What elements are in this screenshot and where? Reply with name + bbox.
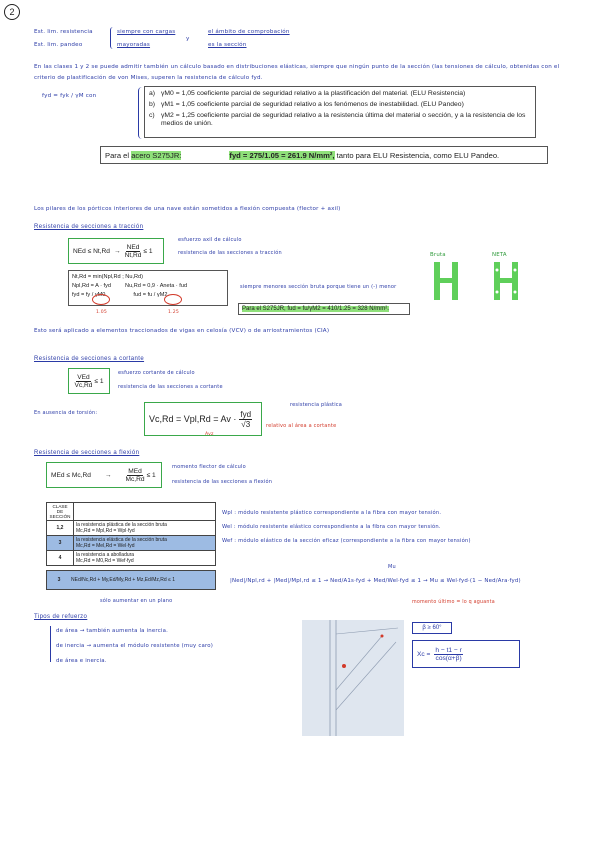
intro-mid-2: mayoradas (117, 42, 151, 48)
intro-left-1: Est. lim. resistencia (34, 29, 93, 35)
traccion-inequality: NEd ≤ Nt,Rd (73, 247, 110, 255)
page-number-circle (4, 4, 20, 20)
cortante-ann-area: relativo al área a cortante (266, 423, 337, 429)
cortante-note-torsion: En ausencia de torsión: (34, 410, 98, 416)
traccion-rhs: ≤ 1 (143, 247, 153, 255)
section-title-traccion: Resistencia de secciones a tracción (34, 224, 144, 230)
cortante-ann-esfuerzo: esfuerzo cortante de cálculo (118, 370, 195, 376)
cortante-ann-resist: resistencia de las secciones a cortante (118, 384, 223, 390)
table-row (47, 503, 216, 521)
flexion-chain: |Ned|/Npl,rd + |Med|/Mpl,rd ≤ 1 → Ned/A1s·fyd + Med/Wel·fyd ≤ 1 → Mu ≤ Wel·fyd·(1 − Ned/Ara·fyd) (230, 578, 521, 584)
value-105: 1.05 (96, 310, 108, 315)
neta-label: NETA (492, 252, 507, 258)
traccion-check-box: NEd ≤ Nt,Rd → $\frac{\text{NEd}}{Nt,Rd}$ ≤ 1 (68, 238, 164, 264)
steel-formula: fyd = 275/1.05 = 261.9 N/mm², (229, 150, 335, 160)
steel-suffix: tanto para ELU Resistencia, como ELU Pandeo. (336, 150, 500, 160)
gamma-item-a: a) γM0 = 1,05 coeficiente parcial de seguridad relativo a la plastificación del material. (ELU Resistencia) (149, 90, 466, 97)
traccion-fyd-def: fyd = fy / γM0 (72, 292, 106, 298)
cortante-ann-plastica: resistencia plástica (290, 402, 343, 408)
intro-brace (110, 27, 115, 49)
cortante-formula: Vc,Rd = Vpl,Rd = Av · (149, 414, 237, 424)
steel-grade: acero S275JR: (131, 150, 182, 160)
value-125: 1.25 (168, 310, 180, 315)
flexion-ann-resist: resistencia de las secciones a flexión (172, 479, 273, 485)
cortante-formula-fraction: $\frac{\text{fyd}}{√3}$ (240, 409, 252, 429)
bruta-label: Bruta (430, 252, 446, 258)
mu-label: Mu (388, 564, 396, 570)
table-row: 3 la resistencia elástica de la sección bruta Mc,Rd = Mel,Rd = Wel·fyd (47, 536, 216, 551)
xc-fraction: $\frac{h - t1 - r}{\cos(\alpha+\beta)}$ (435, 646, 462, 662)
flexion-rhs: ≤ 1 (146, 471, 156, 479)
section-title-refuerzo: Tipos de refuerzo (34, 614, 88, 620)
flexion-check-box: MEd ≤ Mc,Rd → $\frac{\text{MEd}}{Mc,Rd}$ ≤ 1 (46, 462, 162, 488)
flexion-fraction: $\frac{\text{MEd}}{Mc,Rd}$ (125, 467, 145, 483)
gamma-item-b: b) γM1 = 1,05 coeficiente parcial de seguridad relativo a los fenómenos de inestabilidad. (ELU Pandeo) (149, 101, 464, 108)
intro-left-2: Est. lim. pandeo (34, 42, 83, 48)
traccion-nu: Nu,Rd = 0,9 · Aneta · fud (125, 283, 188, 289)
gamma-m2-circle (164, 294, 182, 305)
page-number: 2 (9, 7, 15, 17)
traccion-ann-bruta: siempre menores sección bruta porque tiene un (-) menor (240, 284, 397, 290)
momento-ultimo-note: momento último = lo q aguanta (412, 600, 495, 605)
class3-interaction-box: 3 NEd/Nc,Rd + My,Ed/My,Rd + Mz,Ed/Mz,Rd ≤ 1 (46, 570, 216, 590)
avz-label: Avz (205, 432, 214, 437)
traccion-fraction: $\frac{\text{NEd}}{Nt,Rd}$ (124, 243, 142, 259)
intro-right-1: el ámbito de comprobación (208, 29, 290, 35)
steel-s275-box (100, 146, 548, 164)
s275-fud-box: Para el S275JR, fud = fu/γM2 = 410/1.25 = 328 N/mm². (238, 303, 410, 315)
table-header: CLASE DE SECCIÓN (47, 503, 74, 521)
wel-definition: Wel : módulo resistente elástico correspondiente a la fibra con mayor tensión. (222, 524, 441, 530)
gamma-definitions-box (144, 86, 536, 138)
wpl-definition: Wpl : módulo resistente plástico correspondiente a la fibra con mayor tensión. (222, 510, 442, 516)
cortante-rhs: ≤ 1 (94, 377, 104, 385)
intro-and: y (186, 36, 190, 42)
steel-prefix: Para el (105, 150, 130, 160)
reinforcement-diagram (302, 620, 404, 736)
fyd-label: fyd = fyk / γM con (42, 93, 97, 99)
note-pilares: Los pilares de los pórticos interiores de una nave están sometidos a flexión compuesta (flector + axil) (34, 206, 341, 212)
refuerzo-item-area-inercia: de área e inercia. (56, 658, 107, 664)
beta-box (412, 622, 452, 634)
traccion-min: Nt,Rd = min(Npl,Rd ; Nu,Rd) (72, 274, 144, 280)
section-class-table (46, 502, 216, 566)
xc-label: Xc = (417, 650, 431, 658)
intro-mid-1: siempre con cargas (117, 29, 176, 35)
h-sections-icon (424, 262, 534, 304)
traccion-fud-def: fud = fu / γM2 (133, 292, 168, 298)
class3-formula: NEd/Nc,Rd + My,Ed/My,Rd + Mz,Ed/Mz,Rd ≤ 1 (71, 577, 175, 583)
traccion-ann-resist: resistencia de las secciones a tracción (178, 250, 282, 256)
cortante-check-box (68, 368, 110, 394)
gamma-m0-circle (92, 294, 110, 305)
note-von-mises: En las clases 1 y 2 se puede admitir también un cálculo basado en distribuciones elásticas, siempre que ningún punto de la sección (las tensiones de cálculo, obtenidas con el criterio de plastificación de von Mises, superen la resistencia de cálculo fyd. (34, 64, 560, 81)
traccion-npl: Npl,Rd = A · fyd (72, 283, 112, 289)
cortante-formula-box (144, 402, 262, 436)
refuerzo-item-area: de área → también aumenta la inercia. (56, 628, 169, 634)
flexion-ann-momento: momento flector de cálculo (172, 464, 246, 470)
section-title-cortante: Resistencia de secciones a cortante (34, 356, 145, 362)
flexion-ann-plano: sólo aumentar en un plano (100, 598, 173, 604)
traccion-ann-axil: esfuerzo axil de cálculo (178, 237, 242, 243)
refuerzo-item-inercia: de inercia → aumenta el módulo resistente (muy caro) (56, 643, 214, 649)
cortante-fraction: $\frac{\text{VEd}}{Vc,Rd}$ (74, 373, 93, 389)
section-title-flexion: Resistencia de secciones a flexión (34, 450, 140, 456)
traccion-note: Esto será aplicado a elementos traccionados de vigas en celosía (VCV) o de arriostramientos (CIA) (34, 328, 330, 334)
intro-right-2: es la sección (208, 42, 247, 48)
gamma-item-c: c) γM2 = 1,25 coeficiente parcial de seguridad relativo a la resistencia última del material o sección, y a la resistencia de los medios de unión. (149, 112, 526, 127)
beta-value: β ≥ 60° (422, 625, 442, 631)
table-row: 4 la resistencia a abolladura Mc,Rd = M0,Rd = Wef·fyd (47, 551, 216, 566)
table-row: 1,2 la resistencia plástica de la sección bruta Mc,Rd = Mpl,Rd = Wpl·fyd (47, 521, 216, 536)
flexion-inequality: MEd ≤ Mc,Rd (51, 471, 91, 479)
xc-formula-box (412, 640, 520, 668)
wef-definition: Wef : módulo elástico de la sección eficaz (correspondiente a la fibra con mayor tensión) (222, 538, 471, 544)
